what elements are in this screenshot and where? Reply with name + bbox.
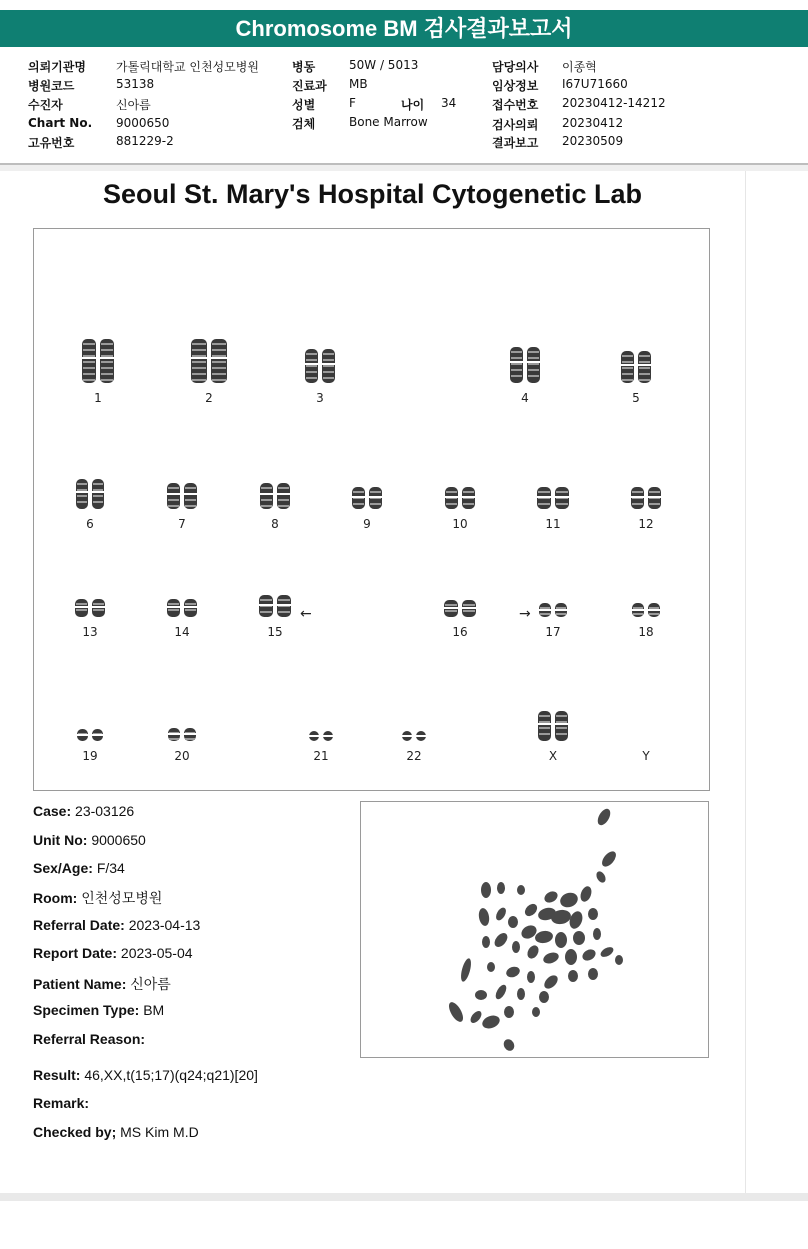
centromere xyxy=(100,357,114,359)
unique-no-value: 881229-2 xyxy=(116,134,174,148)
chromosome-label-1: 1 xyxy=(94,391,102,405)
centromere xyxy=(211,357,227,359)
chromosome-band xyxy=(370,491,381,493)
chart-no-value: 9000650 xyxy=(116,116,170,130)
patient-label: 수진자 xyxy=(28,98,63,112)
chromosome-band xyxy=(212,367,226,369)
centromere xyxy=(416,735,426,737)
result-date-label: 결과보고 xyxy=(492,136,539,150)
chromosome-band xyxy=(192,367,206,369)
centromere xyxy=(444,607,458,609)
chromosome-band xyxy=(212,343,226,345)
centromere xyxy=(631,496,644,498)
chromosome-band xyxy=(633,613,643,615)
centromere xyxy=(510,361,523,363)
centromere xyxy=(277,604,291,606)
chromosome-band xyxy=(528,375,539,377)
centromere xyxy=(82,357,96,359)
doctor-label: 담당의사 xyxy=(492,60,539,74)
chromosome-band xyxy=(445,610,457,612)
chromosome-label-14: 14 xyxy=(174,625,190,639)
chromosome-pair-10 xyxy=(445,487,475,509)
chromosome-pair-X xyxy=(538,711,568,741)
chromosome-band xyxy=(353,503,364,505)
chromosome-band xyxy=(632,491,643,493)
chromosome-band xyxy=(77,501,87,503)
referral-reason-label: Referral Reason: xyxy=(33,1031,146,1047)
chromosome-band xyxy=(101,349,113,351)
chromosome-band xyxy=(212,349,226,351)
chromosome-band xyxy=(556,733,567,735)
chromosome-label-X: X xyxy=(548,749,558,763)
checked-by-label: Checked by; xyxy=(33,1124,117,1140)
chromosome-pair-1 xyxy=(82,339,114,383)
centromere xyxy=(369,496,382,498)
chromosome-band xyxy=(93,609,104,611)
centromere xyxy=(539,609,551,611)
chromosome-band xyxy=(76,609,87,611)
age-value: 34 xyxy=(441,96,457,110)
chromosome-band xyxy=(649,613,659,615)
clinical-info-label: 임상정보 xyxy=(492,79,539,93)
chromosome-band xyxy=(639,373,650,375)
patient-name-label: Patient Name: xyxy=(33,976,127,992)
chromosome-band xyxy=(556,613,566,615)
chromosome-label-21: 21 xyxy=(313,749,329,763)
chromosome-band xyxy=(212,361,226,363)
right-arrow-icon: → xyxy=(519,606,531,622)
chromosome-band xyxy=(260,611,272,613)
centromere xyxy=(168,733,180,735)
centromere xyxy=(402,735,412,737)
result-date-value: 20230509 xyxy=(562,134,624,148)
report-page xyxy=(0,171,746,1193)
specimen-type-row xyxy=(33,1002,164,1018)
chromosome-label-19: 19 xyxy=(82,749,98,763)
chromosome-band xyxy=(185,609,196,611)
chromosome-band xyxy=(192,355,206,357)
chromosome-pair-22 xyxy=(402,731,426,741)
chromosome-label-10: 10 xyxy=(452,517,468,531)
receipt-no-value: 20230412-14212 xyxy=(562,96,666,110)
chromosome-label-12: 12 xyxy=(638,517,654,531)
chromosome-label-20: 20 xyxy=(174,749,190,763)
centromere xyxy=(260,493,273,495)
metaphase-spread-graphic xyxy=(361,802,708,1057)
chromosome-band xyxy=(511,375,522,377)
chromosome-pair-8 xyxy=(260,483,290,509)
centromere xyxy=(259,604,273,606)
centromere xyxy=(92,606,105,608)
chromosome-band xyxy=(192,349,206,351)
institution-label: 의뢰기관명 xyxy=(28,60,86,74)
chromosome-pair-20 xyxy=(168,728,196,741)
ward-label: 병동 xyxy=(292,60,316,74)
centromere xyxy=(92,491,104,493)
chromosome-band xyxy=(83,367,95,369)
chromosome-band xyxy=(192,361,206,363)
chromosome-band xyxy=(168,487,179,489)
centromere xyxy=(184,493,197,495)
chromosome-band xyxy=(649,491,660,493)
chromosome-band xyxy=(539,721,550,723)
unit-no-value: 9000650 xyxy=(91,832,146,848)
chromosome-label-5: 5 xyxy=(632,391,640,405)
chromosome-band xyxy=(168,505,179,507)
chromosome-band xyxy=(540,607,550,609)
chromosome-band xyxy=(77,489,87,491)
chromosome-band xyxy=(212,355,226,357)
room-label: Room: xyxy=(33,890,78,906)
report-date-row xyxy=(33,945,193,961)
centromere xyxy=(538,723,551,725)
case-label: Case: xyxy=(33,803,72,819)
patient-info-table xyxy=(0,52,808,162)
unique-no-label: 고유번호 xyxy=(28,136,75,150)
result-row xyxy=(33,1067,258,1083)
report-date-label: Report Date: xyxy=(33,945,118,961)
chromosome-band xyxy=(83,355,95,357)
chromosome-label-17: 17 xyxy=(545,625,561,639)
chromosome-band xyxy=(463,491,474,493)
chromosome-band xyxy=(538,491,550,493)
chromosome-band xyxy=(77,483,87,485)
centromere xyxy=(632,609,644,611)
chromosome-label-2: 2 xyxy=(205,391,213,405)
referral-date-value: 2023-04-13 xyxy=(128,917,201,933)
chromosome-band xyxy=(185,603,196,605)
chromosome-label-22: 22 xyxy=(406,749,422,763)
metaphase-image xyxy=(360,801,709,1058)
chromosome-band xyxy=(639,379,650,381)
chromosome-band xyxy=(76,603,87,605)
chromosome-pair-5 xyxy=(621,351,651,383)
chromosome-band xyxy=(83,349,95,351)
chromosome-band xyxy=(323,377,334,379)
chromosome-band xyxy=(622,355,633,357)
sex-age-label: Sex/Age: xyxy=(33,860,93,876)
chromosome-band xyxy=(639,367,650,369)
centromere xyxy=(184,733,196,735)
chromosome-band xyxy=(622,373,633,375)
specimen-value: Bone Marrow xyxy=(349,115,428,129)
centromere xyxy=(191,357,207,359)
specimen-type-value: BM xyxy=(143,1002,165,1018)
sex-value: F xyxy=(349,96,356,110)
chromosome-band xyxy=(556,715,567,717)
chromosome-pair-15 xyxy=(259,595,291,617)
chromosome-band xyxy=(649,503,660,505)
chromosome-pair-9 xyxy=(352,487,382,509)
chromosome-label-16: 16 xyxy=(452,625,468,639)
chromosome-band xyxy=(528,351,539,353)
chromosome-label-Y: Y xyxy=(642,749,650,763)
chromosome-pair-19 xyxy=(77,729,103,741)
chromosome-label-3: 3 xyxy=(316,391,324,405)
centromere xyxy=(77,734,88,736)
chromosome-band xyxy=(83,361,95,363)
sex-age-value: F/34 xyxy=(96,860,125,876)
centromere xyxy=(76,491,88,493)
centromere xyxy=(648,609,660,611)
centromere xyxy=(537,496,551,498)
centromere xyxy=(277,493,290,495)
institution-value: 가톨릭대학교 인천성모병원 xyxy=(116,60,259,74)
request-date-value: 20230412 xyxy=(562,116,624,130)
centromere xyxy=(555,496,569,498)
request-date-label: 검사의뢰 xyxy=(492,118,539,132)
chromosome-band xyxy=(511,363,522,365)
chromosome-band xyxy=(185,487,196,489)
chromosome-band xyxy=(353,491,364,493)
referral-date-row xyxy=(33,917,200,933)
chromosome-band xyxy=(306,377,317,379)
chromosome-band xyxy=(93,483,103,485)
centromere xyxy=(555,723,568,725)
remark-row xyxy=(33,1095,89,1111)
chromosome-band xyxy=(83,343,95,345)
chromosome-band xyxy=(463,604,475,606)
chromosome-band xyxy=(446,491,457,493)
specimen-label: 검체 xyxy=(292,117,316,131)
chromosome-band xyxy=(93,489,103,491)
chromosome-band xyxy=(77,495,87,497)
unit-no-label: Unit No: xyxy=(33,832,88,848)
chromosome-band xyxy=(278,487,289,489)
chromosome-band xyxy=(192,373,206,375)
chromosome-band xyxy=(278,499,289,501)
age-label: 나이 xyxy=(401,98,425,112)
centromere xyxy=(305,363,318,365)
ward-value: 50W / 5013 xyxy=(349,58,419,72)
chromosome-band xyxy=(633,607,643,609)
chromosome-band xyxy=(212,379,226,381)
chart-no-label: Chart No. xyxy=(28,116,93,130)
chromosome-band xyxy=(192,379,206,381)
chromosome-band xyxy=(528,363,539,365)
hospital-code-label: 병원코드 xyxy=(28,79,75,93)
chromosome-band xyxy=(306,353,317,355)
centromere xyxy=(167,606,180,608)
centromere xyxy=(462,496,475,498)
chromosome-band xyxy=(185,499,196,501)
doctor-value: 이종혁 xyxy=(562,60,597,74)
chromosome-band xyxy=(101,367,113,369)
sex-age-row xyxy=(33,860,125,876)
unit-no-row xyxy=(33,832,146,848)
centromere xyxy=(184,606,197,608)
centromere xyxy=(167,493,180,495)
chromosome-band xyxy=(445,604,457,606)
chromosome-label-6: 6 xyxy=(86,517,94,531)
centromere xyxy=(322,363,335,365)
chromosome-pair-4 xyxy=(510,347,540,383)
centromere xyxy=(309,735,319,737)
chromosome-pair-6 xyxy=(76,479,104,509)
chromosome-band xyxy=(528,357,539,359)
chromosome-pair-14 xyxy=(167,599,197,617)
chromosome-band xyxy=(261,499,272,501)
result-label: Result: xyxy=(33,1067,81,1083)
centromere xyxy=(621,364,634,366)
chromosome-pair-16 xyxy=(444,600,476,617)
chromosome-band xyxy=(185,505,196,507)
chromosome-band xyxy=(101,355,113,357)
centromere xyxy=(527,361,540,363)
chromosome-pair-21 xyxy=(309,731,333,741)
chromosome-label-7: 7 xyxy=(178,517,186,531)
chromosome-pair-3 xyxy=(305,349,335,383)
chromosome-band xyxy=(538,503,550,505)
chromosome-band xyxy=(632,503,643,505)
remark-label: Remark: xyxy=(33,1095,90,1111)
chromosome-band xyxy=(528,369,539,371)
chromosome-pair-17 xyxy=(539,603,567,617)
centromere xyxy=(92,734,103,736)
room-row xyxy=(33,888,162,908)
chromosome-label-15: 15 xyxy=(267,625,283,639)
chromosome-band xyxy=(168,499,179,501)
case-row xyxy=(33,803,134,819)
chromosome-band xyxy=(622,379,633,381)
chromosome-band xyxy=(370,503,381,505)
checked-by-row xyxy=(33,1124,199,1140)
chromosome-band xyxy=(511,351,522,353)
left-arrow-icon: ← xyxy=(300,606,312,622)
centromere xyxy=(323,735,333,737)
centromere xyxy=(352,496,365,498)
chromosome-band xyxy=(622,361,633,363)
hospital-code-value: 53138 xyxy=(116,77,155,91)
patient-name-value: 신아름 xyxy=(130,976,171,992)
chromosome-band xyxy=(168,603,179,605)
chromosome-pair-11 xyxy=(537,487,569,509)
chromosome-band xyxy=(463,503,474,505)
chromosome-band xyxy=(639,361,650,363)
receipt-no-label: 접수번호 xyxy=(492,98,539,112)
chromosome-band xyxy=(278,505,289,507)
chromosome-band xyxy=(278,599,290,601)
centromere xyxy=(75,606,88,608)
chromosome-band xyxy=(323,353,334,355)
chromosome-band xyxy=(323,371,334,373)
chromosome-band xyxy=(306,371,317,373)
chromosome-band xyxy=(511,357,522,359)
chromosome-band xyxy=(463,610,475,612)
report-date-value: 2023-05-04 xyxy=(120,945,193,961)
chromosome-band xyxy=(261,505,272,507)
referral-date-label: Referral Date: xyxy=(33,917,125,933)
report-header-title: Chromosome BM 검사결과보고서 xyxy=(0,10,808,47)
case-value: 23-03126 xyxy=(75,803,135,819)
chromosome-band xyxy=(192,343,206,345)
chromosome-pair-12 xyxy=(631,487,661,509)
chromosome-band xyxy=(539,727,550,729)
chromosome-band xyxy=(83,373,95,375)
chromosome-band xyxy=(539,733,550,735)
chromosome-band xyxy=(306,365,317,367)
chromosome-band xyxy=(556,491,568,493)
chromosome-band xyxy=(649,607,659,609)
chromosome-band xyxy=(556,607,566,609)
chromosome-pair-7 xyxy=(167,483,197,509)
chromosome-band xyxy=(446,503,457,505)
chromosome-band xyxy=(556,727,567,729)
chromosome-band xyxy=(185,738,195,740)
centromere xyxy=(462,607,476,609)
chromosome-band xyxy=(93,501,103,503)
chromosome-band xyxy=(168,609,179,611)
chromosome-label-4: 4 xyxy=(521,391,529,405)
chromosome-band xyxy=(212,373,226,375)
chromosome-label-9: 9 xyxy=(363,517,371,531)
chromosome-band xyxy=(101,361,113,363)
karyotype-image xyxy=(33,228,710,791)
chromosome-band xyxy=(323,365,334,367)
referral-reason-row xyxy=(33,1031,145,1047)
chromosome-band xyxy=(260,599,272,601)
chromosome-band xyxy=(101,343,113,345)
chromosome-label-18: 18 xyxy=(638,625,654,639)
footer-divider xyxy=(0,1193,808,1201)
room-value: 인천성모병원 xyxy=(81,890,163,906)
clinical-info-value: I67U71660 xyxy=(562,77,628,91)
chromosome-band xyxy=(261,487,272,489)
sex-label: 성별 xyxy=(292,98,316,112)
centromere xyxy=(648,496,661,498)
chromosome-label-13: 13 xyxy=(82,625,98,639)
chromosome-band xyxy=(622,367,633,369)
chromosome-band xyxy=(169,738,179,740)
chromosome-label-8: 8 xyxy=(271,517,279,531)
patient-name-row xyxy=(33,974,171,994)
chromosome-label-11: 11 xyxy=(545,517,561,531)
chromosome-band xyxy=(323,359,334,361)
chromosome-band xyxy=(556,721,567,723)
centromere xyxy=(445,496,458,498)
chromosome-band xyxy=(93,495,103,497)
chromosome-band xyxy=(556,503,568,505)
chromosome-pair-13 xyxy=(75,599,105,617)
checked-by-value: MS Kim M.D xyxy=(120,1124,199,1140)
result-value: 46,XX,t(15;17)(q24;q21)[20] xyxy=(84,1067,258,1083)
specimen-type-label: Specimen Type: xyxy=(33,1002,140,1018)
chromosome-pair-2 xyxy=(191,339,227,383)
patient-value: 신아름 xyxy=(116,98,151,112)
department-label: 진료과 xyxy=(292,79,327,93)
lab-title: Seoul St. Mary's Hospital Cytogenetic Lab xyxy=(102,179,643,209)
chromosome-band xyxy=(511,369,522,371)
chromosome-pair-18 xyxy=(632,603,660,617)
chromosome-band xyxy=(83,379,95,381)
chromosome-band xyxy=(93,603,104,605)
chromosome-band xyxy=(278,611,290,613)
chromosome-band xyxy=(540,613,550,615)
chromosome-band xyxy=(101,373,113,375)
chromosome-band xyxy=(306,359,317,361)
chromosome-band xyxy=(639,355,650,357)
chromosome-band xyxy=(101,379,113,381)
department-value: MB xyxy=(349,77,368,91)
centromere xyxy=(555,609,567,611)
centromere xyxy=(638,364,651,366)
chromosome-band xyxy=(539,715,550,717)
